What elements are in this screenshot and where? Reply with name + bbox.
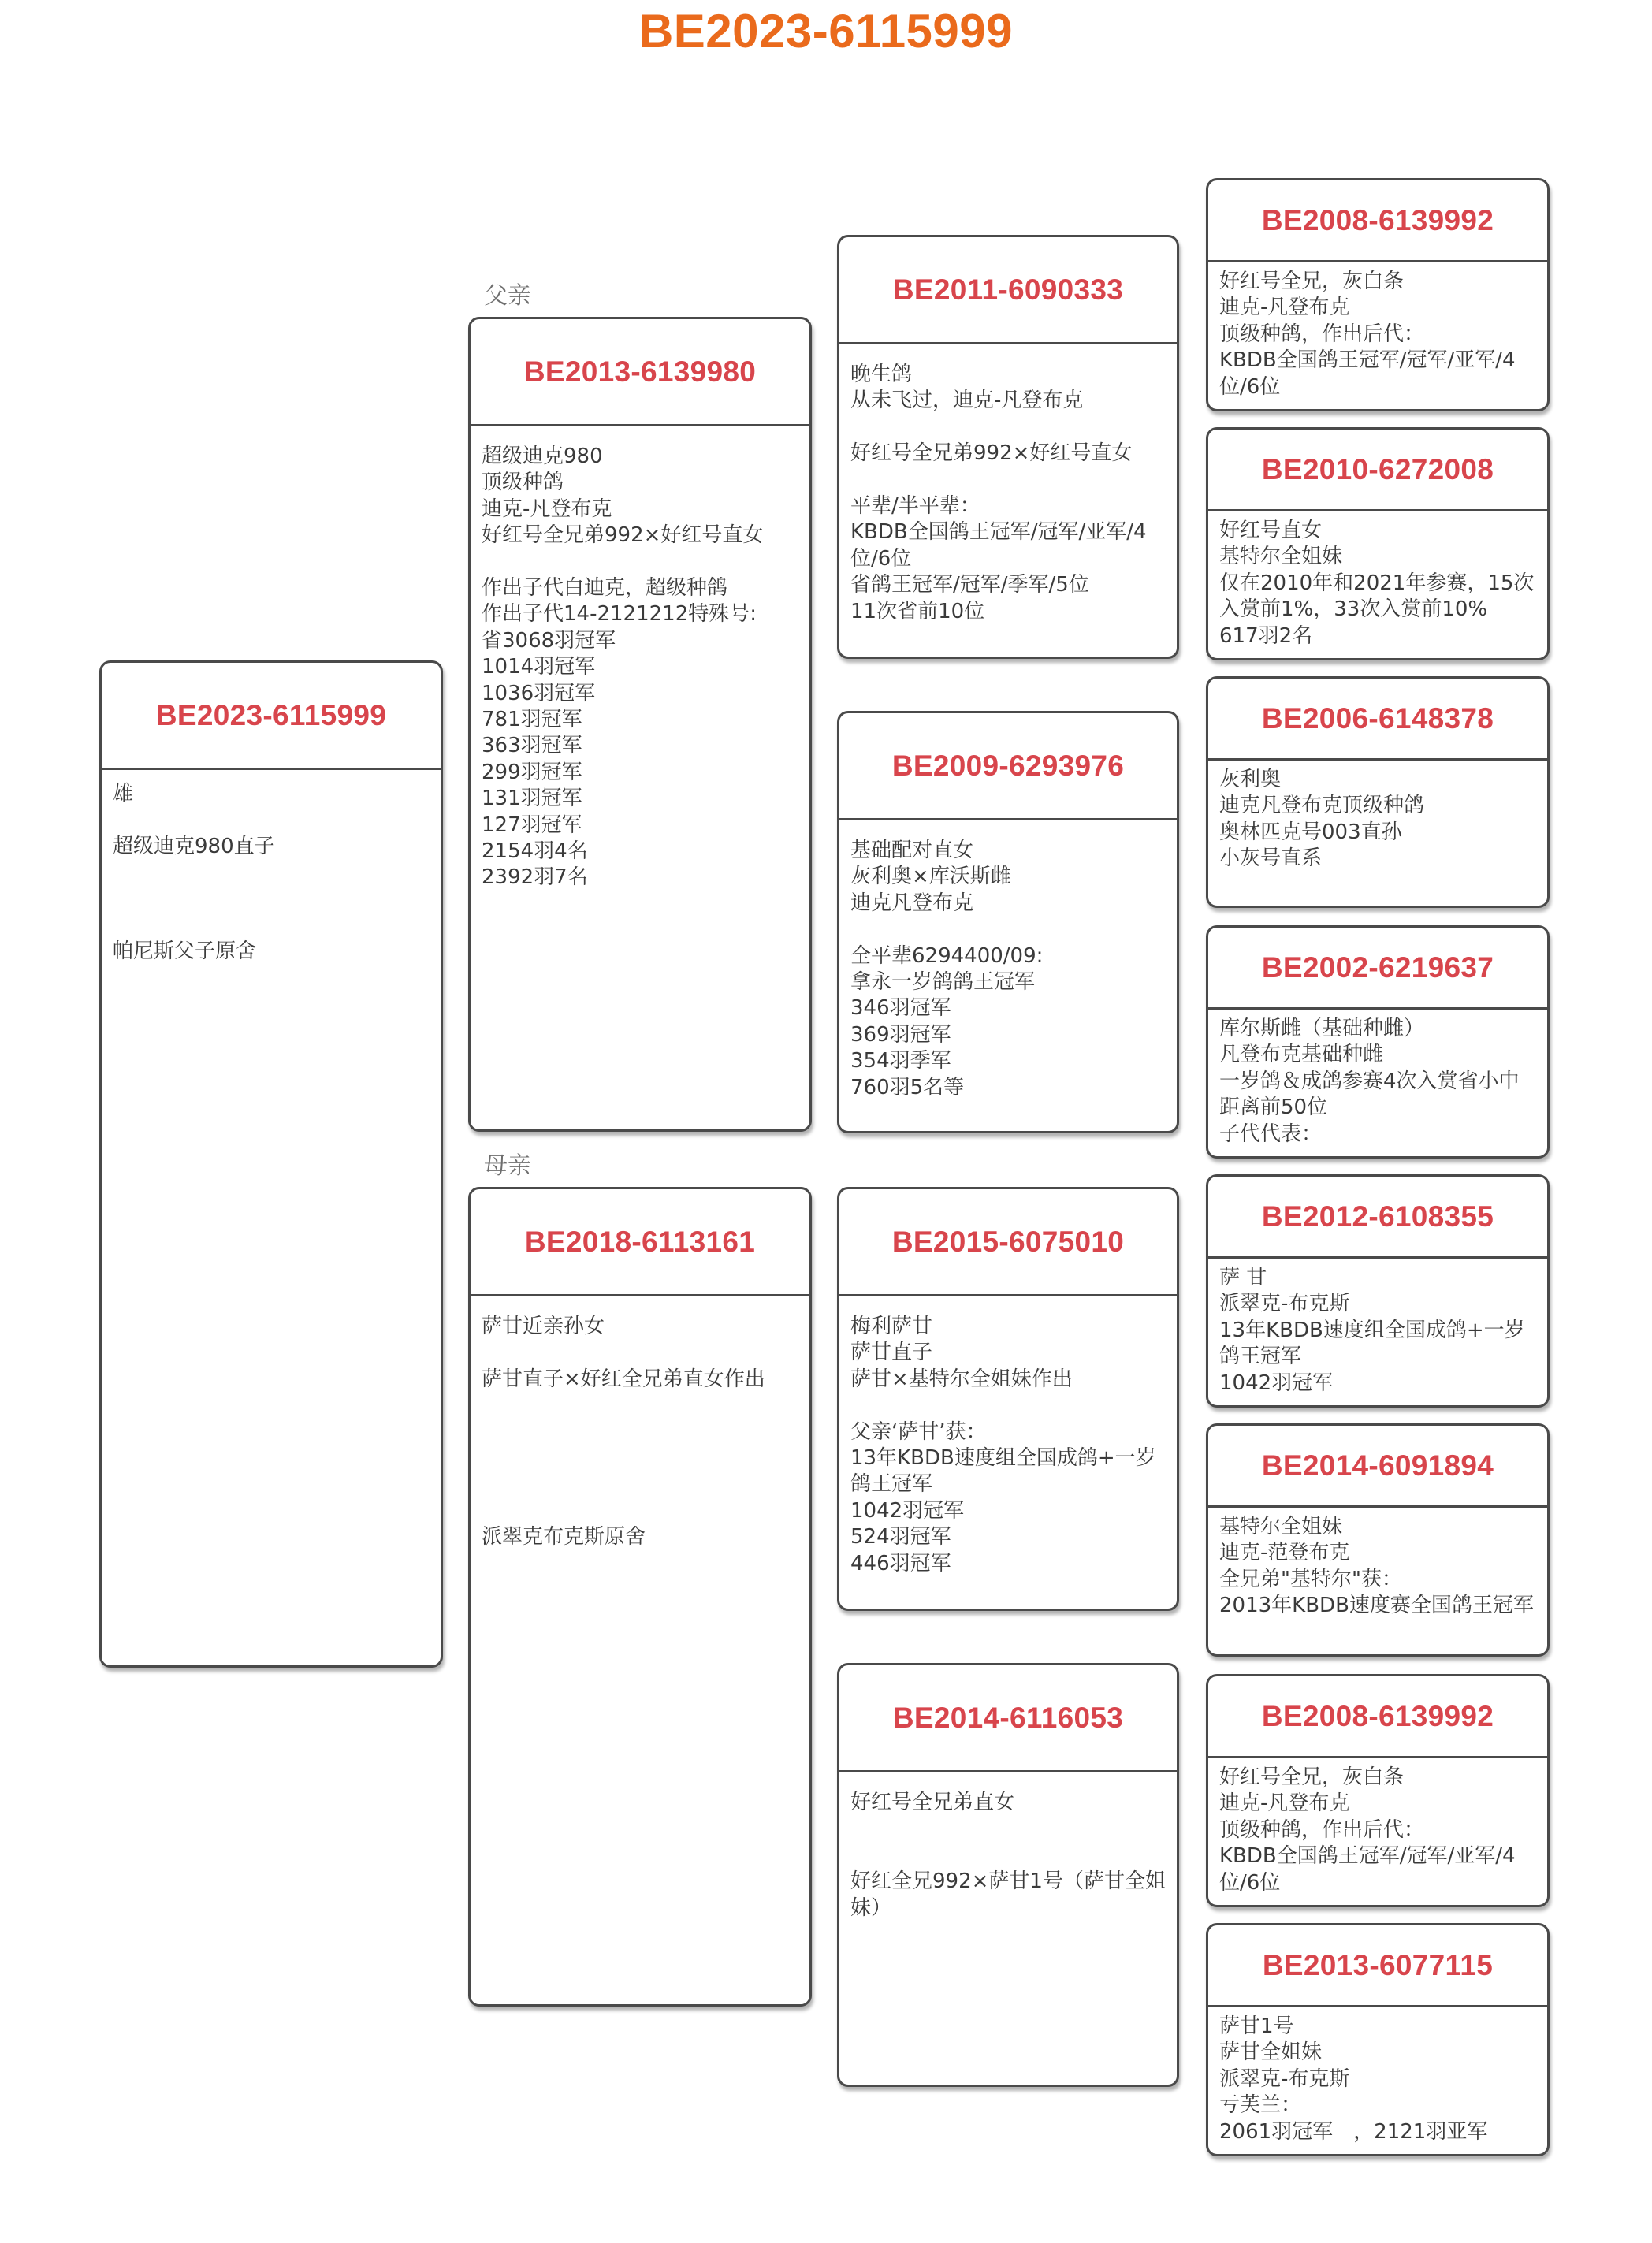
- maternal-grandsire-notes: [850, 1314, 1167, 1604]
- note-line: 524羽冠军: [850, 1525, 951, 1549]
- great-grandparent-card-3: [1206, 676, 1550, 908]
- paternal-granddam-card: [837, 711, 1179, 1133]
- note-line: 基础配对直女: [850, 839, 974, 862]
- note-line: [113, 860, 431, 886]
- note-line: 萨甘全姐妹: [1219, 2040, 1323, 2065]
- note-line: 760羽5名等: [850, 1075, 965, 1099]
- subject-card: [99, 660, 443, 1668]
- note-line: [113, 807, 431, 833]
- note-line: 617羽2名: [1219, 623, 1313, 648]
- note-line: 全平辈6294400/09:: [850, 943, 1044, 968]
- note-line: 好红号全兄弟992×好红号直女: [482, 523, 764, 548]
- note-line: 萨甘×基特尔全姐妹作出: [850, 1367, 1073, 1391]
- note-line: 1036羽冠军: [482, 681, 596, 705]
- note-line: 迪克凡登布克: [850, 891, 974, 915]
- note-line: 凡登布克基础种雌: [1219, 1043, 1384, 1067]
- note-line: 迪克凡登布克顶级种鸽: [1219, 794, 1425, 818]
- great-grandparent-2-ring-number: BE2010-6272008: [1208, 430, 1547, 511]
- paternal-grandsire-notes: [850, 362, 1167, 652]
- note-line: 迪克-凡登布克: [1219, 1791, 1350, 1816]
- great-grandparent-5-ring-number: BE2012-6108355: [1208, 1177, 1547, 1259]
- note-line: 299羽冠军: [482, 760, 582, 784]
- subject-ring-number: BE2023-6115999: [102, 663, 441, 770]
- note-line: 11次省前10位: [850, 599, 985, 623]
- note-line: 13年KBDB速度组全国成鸽+一岁鸽王冠军: [850, 1446, 1156, 1497]
- note-line: 781羽冠军: [482, 708, 582, 732]
- great-grandparent-card-2: [1206, 427, 1550, 660]
- note-line: 127羽冠军: [482, 813, 582, 837]
- note-line: 帕尼斯父子原舍: [113, 939, 257, 964]
- paternal-granddam-ring-number: BE2009-6293976: [839, 713, 1177, 820]
- note-line: [482, 1471, 800, 1497]
- note-line: 1014羽冠军: [482, 655, 596, 679]
- note-line: 446羽冠军: [850, 1551, 951, 1575]
- note-line: 363羽冠军: [482, 734, 582, 758]
- note-line: 雄: [113, 782, 134, 805]
- page-title: BE2023-6115999: [638, 5, 1014, 58]
- great-grandparent-card-4: [1206, 925, 1550, 1159]
- note-line: 子代代表：: [1219, 1122, 1323, 1146]
- great-grandparent-8-notes: [1219, 2014, 1538, 2149]
- note-line: [482, 1340, 800, 1366]
- note-line: 从未飞过，迪克-凡登布克: [850, 389, 1084, 413]
- note-line: [850, 415, 1167, 441]
- maternal-grandsire-ring-number: BE2015-6075010: [839, 1189, 1177, 1296]
- note-line: 派翠克布克斯原舍: [482, 1525, 646, 1549]
- maternal-granddam-ring-number: BE2014-6116053: [839, 1665, 1177, 1772]
- note-line: [482, 549, 800, 575]
- note-line: 好红号全兄，灰白条: [1219, 270, 1405, 293]
- note-line: [850, 1393, 1167, 1419]
- note-line: 萨 甘: [1219, 1266, 1267, 1289]
- note-line: 顶级种鸽，作出后代：: [1219, 1817, 1425, 1842]
- paternal-grandsire-ring-number: BE2011-6090333: [839, 237, 1177, 344]
- great-grandparent-4-ring-number: BE2002-6219637: [1208, 928, 1547, 1010]
- note-line: 1042羽冠军: [1219, 1371, 1334, 1395]
- note-line: 派翠克-布克斯: [1219, 2066, 1350, 2091]
- note-line: 基特尔全姐妹: [1219, 545, 1343, 569]
- note-line: 作出子代白迪克，超级种鸽: [482, 576, 728, 601]
- note-line: 迪克-凡登布克: [1219, 296, 1350, 320]
- mother-label: 母亲: [484, 1152, 531, 1180]
- dam-notes: [482, 1314, 800, 1999]
- great-grandparent-card-8: [1206, 1923, 1550, 2156]
- note-line: 小灰号直系: [1219, 846, 1323, 871]
- note-line: 2061羽冠军 ，2121羽亚军: [1219, 2119, 1488, 2144]
- note-line: 父亲‘萨甘’获：: [850, 1419, 987, 1444]
- note-line: [482, 1419, 800, 1445]
- great-grandparent-card-5: [1206, 1174, 1550, 1408]
- note-line: 亏芙兰：: [1219, 2093, 1302, 2118]
- great-grandparent-3-ring-number: BE2006-6148378: [1208, 679, 1547, 761]
- note-line: 梅利萨甘: [850, 1315, 933, 1338]
- paternal-grandsire-card: [837, 235, 1179, 659]
- note-line: 好红号直女: [1219, 519, 1323, 542]
- note-line: 萨甘直子×好红全兄弟直女作出: [482, 1367, 765, 1391]
- note-line: [113, 913, 431, 939]
- great-grandparent-6-ring-number: BE2014-6091894: [1208, 1426, 1547, 1508]
- note-line: KBDB全国鸽王冠军/冠军/亚军/4位/6位: [1219, 348, 1516, 399]
- note-line: 迪克-范登布克: [1219, 1541, 1350, 1565]
- note-line: 省3068羽冠军: [482, 628, 616, 653]
- note-line: 基特尔全姐妹: [1219, 1515, 1343, 1538]
- paternal-granddam-notes: [850, 838, 1167, 1126]
- great-grandparent-card-1: [1206, 178, 1550, 411]
- sire-notes: [482, 444, 800, 1125]
- dam-ring-number: BE2018-6113161: [471, 1189, 809, 1296]
- note-line: 2154羽4名: [482, 839, 588, 864]
- subject-notes: [113, 781, 431, 1661]
- note-line: 超级迪克980: [482, 445, 603, 468]
- note-line: 派翠克-布克斯: [1219, 1292, 1350, 1316]
- note-line: 全兄弟"基特尔"获：: [1219, 1567, 1402, 1591]
- note-line: [850, 917, 1167, 943]
- great-grandparent-2-notes: [1219, 518, 1538, 653]
- note-line: 超级迪克980直子: [113, 834, 275, 858]
- note-line: 369羽冠军: [850, 1022, 951, 1047]
- note-line: 萨甘直子: [850, 1341, 933, 1365]
- note-line: [113, 887, 431, 913]
- note-line: 库尔斯雌（基础种雌）: [1219, 1017, 1425, 1040]
- note-line: [482, 1445, 800, 1471]
- note-line: [850, 1816, 1167, 1842]
- sire-ring-number: BE2013-6139980: [471, 319, 809, 426]
- maternal-grandsire-card: [837, 1187, 1179, 1611]
- note-line: 灰利奥: [1219, 768, 1282, 791]
- note-line: 好红全兄992×萨甘1号（萨甘全姐妹）: [850, 1869, 1166, 1920]
- note-line: 好红号全兄弟992×好红号直女: [850, 441, 1133, 466]
- note-line: KBDB全国鸽王冠军/冠军/亚军/4位/6位: [850, 520, 1147, 571]
- note-line: 131羽冠军: [482, 787, 582, 811]
- maternal-granddam-notes: [850, 1790, 1167, 2080]
- note-line: 灰利奥×库沃斯雌: [850, 865, 1011, 889]
- great-grandparent-8-ring-number: BE2013-6077115: [1208, 1925, 1547, 2007]
- great-grandparent-4-notes: [1219, 1016, 1538, 1151]
- great-grandparent-card-6: [1206, 1423, 1550, 1657]
- great-grandparent-5-notes: [1219, 1265, 1538, 1400]
- note-line: 13年KBDB速度组全国成鸽+一岁鸽王冠军: [1219, 1318, 1525, 1369]
- note-line: 拿永一岁鸽鸽王冠军: [850, 970, 1036, 995]
- note-line: 354羽季军: [850, 1049, 951, 1073]
- great-grandparent-6-notes: [1219, 1514, 1538, 1650]
- note-line: [482, 1393, 800, 1419]
- note-line: 346羽冠军: [850, 996, 951, 1021]
- maternal-granddam-card: [837, 1663, 1179, 2087]
- note-line: 2392羽7名: [482, 865, 588, 890]
- great-grandparent-1-notes: [1219, 269, 1538, 404]
- note-line: 迪克-凡登布克: [482, 497, 612, 521]
- great-grandparent-3-notes: [1219, 767, 1538, 901]
- note-line: 萨甘近亲孙女: [482, 1315, 605, 1338]
- great-grandparent-card-7: [1206, 1674, 1550, 1907]
- note-line: 2013年KBDB速度赛全国鸽王冠军: [1219, 1594, 1534, 1618]
- note-line: [482, 1498, 800, 1524]
- father-label: 父亲: [484, 282, 531, 310]
- dam-card: [468, 1187, 812, 2007]
- note-line: 奥林匹克号003直孙: [1219, 820, 1402, 844]
- note-line: 1042羽冠军: [850, 1498, 965, 1523]
- note-line: 平辈/半平辈：: [850, 494, 980, 518]
- note-line: [850, 467, 1167, 493]
- note-line: 好红号全兄弟直女: [850, 1791, 1015, 1814]
- note-line: 作出子代14-2121212特殊号:: [482, 602, 757, 627]
- note-line: 好红号全兄，灰白条: [1219, 1765, 1405, 1789]
- great-grandparent-1-ring-number: BE2008-6139992: [1208, 180, 1547, 262]
- sire-card: [468, 317, 812, 1132]
- great-grandparent-7-notes: [1219, 1765, 1538, 1900]
- note-line: 顶级种鸽: [482, 471, 564, 495]
- great-grandparent-7-ring-number: BE2008-6139992: [1208, 1676, 1547, 1758]
- note-line: 萨甘1号: [1219, 2014, 1294, 2038]
- note-line: 晚生鸽: [850, 363, 913, 386]
- note-line: 仅在2010年和2021年参赛，15次入赏前1%，33次入赏前10%: [1219, 571, 1535, 622]
- note-line: 省鸽王冠军/冠军/季军/5位: [850, 573, 1089, 597]
- note-line: KBDB全国鸽王冠军/冠军/亚军/4位/6位: [1219, 1844, 1516, 1895]
- note-line: [850, 1843, 1167, 1869]
- note-line: 顶级种鸽，作出后代：: [1219, 322, 1425, 346]
- note-line: 一岁鸽＆成鸽参赛4次入赏省小中距离前50位: [1219, 1069, 1520, 1120]
